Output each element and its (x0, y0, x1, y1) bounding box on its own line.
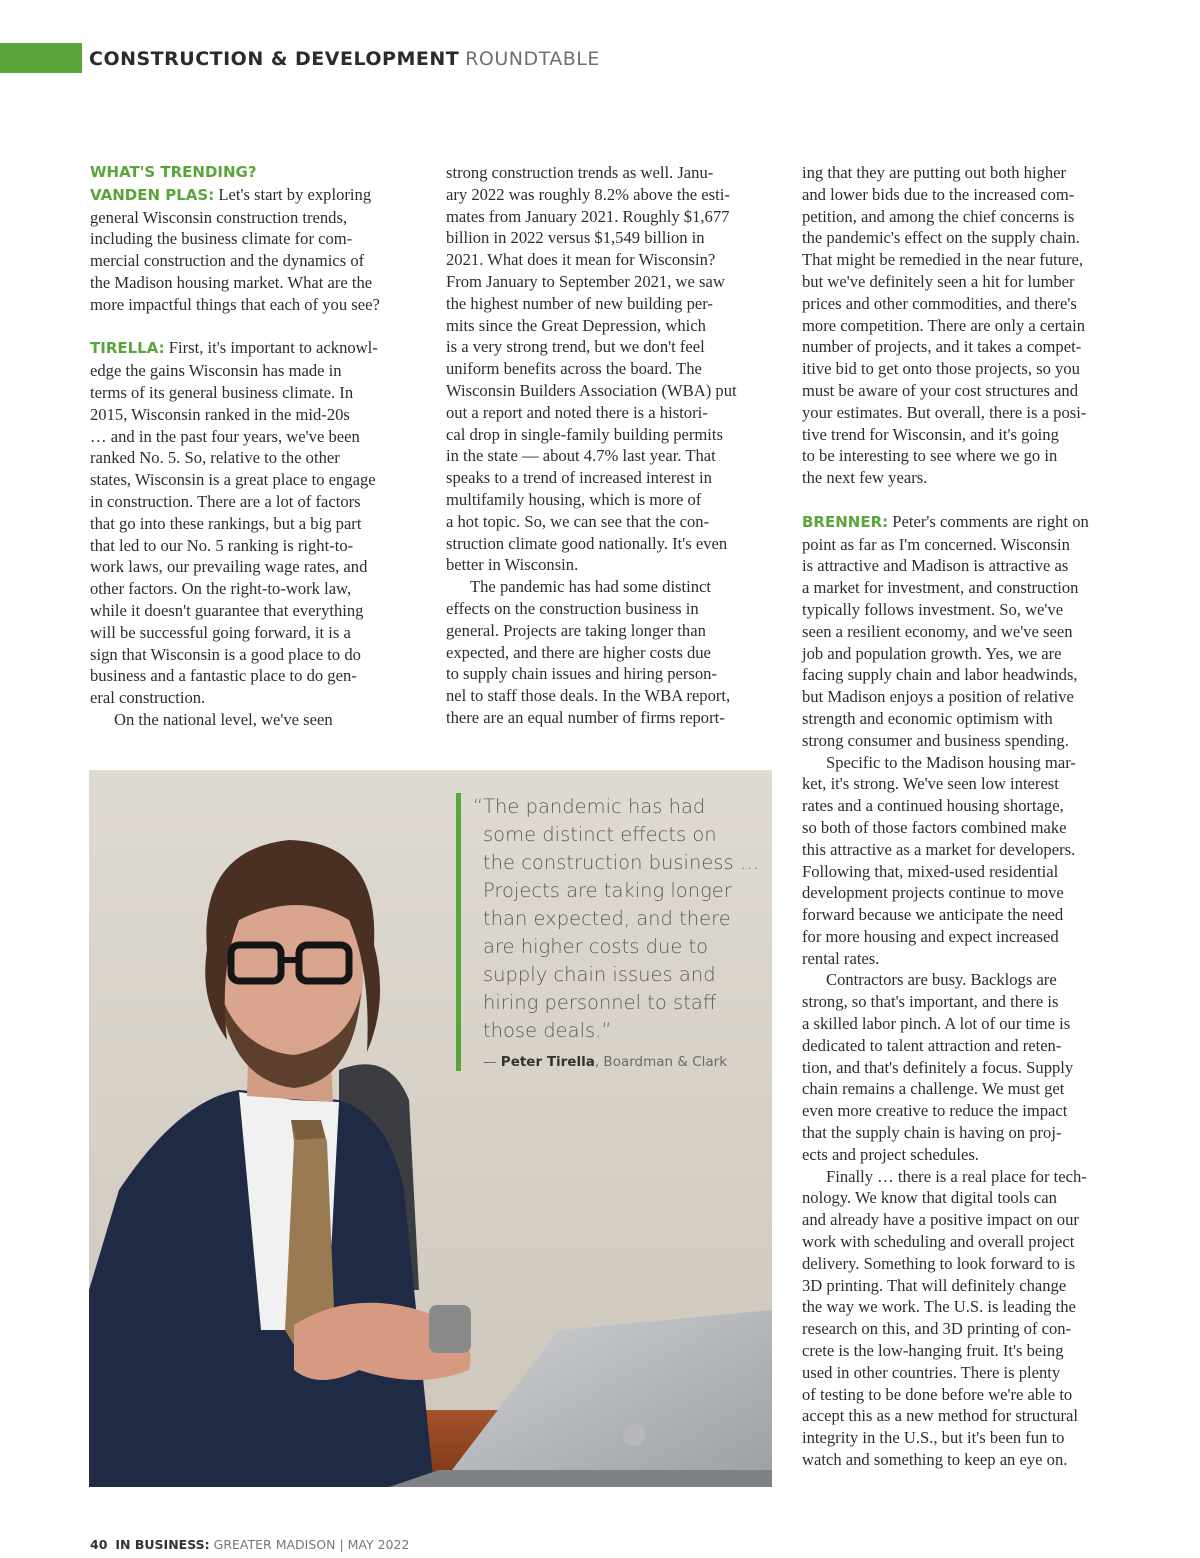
pull-quote-line: supply chain issues and (483, 963, 716, 986)
attribution-org: , Boardman & Clark (594, 1054, 728, 1070)
page-number: 40 (90, 1537, 108, 1552)
article-column-1 (90, 162, 408, 731)
article-column-2 (446, 162, 760, 729)
paragraph-text: Let's start by exploring general Wisconsin construction trends, including the business climate for com- mercial construction and the dynamics of the Madison housing market. What are the more impactful things that each of you see? (90, 184, 380, 314)
speaker-label: BRENNER: (802, 512, 889, 531)
paragraph-tirella (90, 337, 408, 709)
section-title: CONSTRUCTION & DEVELOPMENT (89, 48, 460, 70)
quote-accent-bar (456, 793, 461, 1071)
pull-quote-line: Projects are taking longer (483, 879, 732, 902)
section-subtitle: ROUNDTABLE (465, 48, 600, 70)
paragraph: Finally … there is a real place for tech- nology. We know that digital tools can and already have a positive impact on our work with scheduling and overall project delivery. Something to look forward to is 3D printing. That will definitely change the way we work. The U.S. is leading the research on this, and 3D printing of con- crete is the low-hanging fruit. It's being used in other countries. There is plenty of testing to be done before we're able to accept this as a new method for structural integrity in the U.S., but it's been fun to watch and something to keep an eye on. (802, 1166, 1087, 1470)
attribution-name: Peter Tirella (500, 1054, 595, 1070)
publication-name: IN BUSINESS: (115, 1537, 210, 1552)
paragraph: On the national level, we've seen (114, 709, 333, 729)
attribution-dash: — (483, 1054, 501, 1070)
pull-quote-line: are higher costs due to (483, 935, 709, 958)
pull-quote-line: some distinct effects on (483, 823, 717, 846)
paragraph: strong construction trends as well. Janu- ary 2022 was roughly 8.2% above the esti- mates from January 2021. Roughly $1,677 billion in 2022 versus $1,549 billion in 2021. What does it mean for Wisconsin? From January to September 2021, we saw the highest number of new building per- mits since the Great Depression, which is a very strong trend, but we don't feel uniform benefits across the board. The Wisconsin Builders Association (WBA) put out a report and noted there is a histori- cal drop in single-family building permits in the state — about 4.7% last year. That speaks to a trend of increased interest in multifamily housing, which is more of a hot topic. So, we can see that the con- struction climate good nationally. It's even better in Wisconsin. (446, 163, 737, 575)
paragraph-text: First, it's important to acknowl- edge the gains Wisconsin has made in terms of its general business climate. In 2015, Wisconsin ranked in the mid-20s … and in the past four years, we've been ranked No. 5. So, relative to the other states, Wisconsin is a great place to engage in construction. There are a lot of factors that go into these rankings, but a big part that led to our No. 5 ranking is right-to- work laws, our prevailing wage rates, and other factors. On the right-to-work law, while it doesn't guarantee that everything will be successful going forward, it is a sign that Wisconsin is a good place to do business and a fantastic place to do gen- eral construction. (90, 338, 378, 708)
pull-quote-line: hiring personnel to staff (483, 991, 717, 1014)
pull-quote-line: “The pandemic has had (473, 795, 706, 818)
paragraph-text: Peter's comments are right on point as far as I'm concerned. Wisconsin is attractive and Madison is attractive as a market for investment, and construction typically follows investment. So, we've seen a resilient economy, and we've seen job and population growth. Yes, we are facing supply chain and labor headwinds, but Madison enjoys a position of relative strength and economic optimism with strong consumer and business spending. (802, 511, 1089, 750)
paragraph: The pandemic has had some distinct effects on the construction business in general. Projects are taking longer than expected, and there are higher costs due to supply chain issues and hiring person- nel to staff those deals. In the WBA report, there are an equal number of firms report- (446, 577, 731, 727)
section-color-bar (0, 43, 82, 73)
pull-quote-line: the construction business … (483, 851, 760, 874)
pull-quote-line: those deals.” (483, 1019, 612, 1042)
paragraph: Contractors are busy. Backlogs are strong, so that's important, and there is a skilled labor pinch. A lot of our time is dedicated to talent attraction and reten- tion, and that's definitely a focus. Supply chain remains a challenge. We must get even more creative to reduce the impact that the supply chain is having on proj- ects and project schedules. (802, 970, 1074, 1164)
paragraph-vanden-plas (90, 184, 408, 316)
issue-info: GREATER MADISON | MAY 2022 (213, 1537, 410, 1552)
paragraph: ing that they are putting out both higher and lower bids due to the increased com- petition, and among the chief concerns is the pandemic's effect on the supply chain. That might be remedied in the near future, but we've definitely seen a hit for lumber prices and other commodities, and there's more competition. There are only a certain number of projects, and it takes a compet- itive bid to get onto those projects, so you must be aware of your cost structures and your estimates. But overall, there is a posi- tive trend for Wisconsin, and it's going to be interesting to see where we go in the next few years. (802, 163, 1087, 488)
page-footer (90, 1537, 409, 1552)
paragraph-brenner (802, 511, 1122, 752)
quote-attribution (483, 1054, 727, 1070)
article-column-3 (802, 162, 1122, 1471)
pull-quote (473, 793, 773, 1045)
pull-quote-line: than expected, and there (483, 907, 731, 930)
speaker-label: VANDEN PLAS: (90, 185, 215, 204)
paragraph: Specific to the Madison housing mar- ket, it's strong. We've seen low interest rates and a continued housing shortage, so both of those factors combined make this attractive as a market for developers. Following that, mixed-used residential development projects continue to move forward because we anticipate the need for more housing and expect increased rental rates. (802, 752, 1076, 968)
section-header (89, 44, 600, 74)
article-kicker: WHAT'S TRENDING? (90, 163, 257, 181)
speaker-label: TIRELLA: (90, 339, 165, 358)
